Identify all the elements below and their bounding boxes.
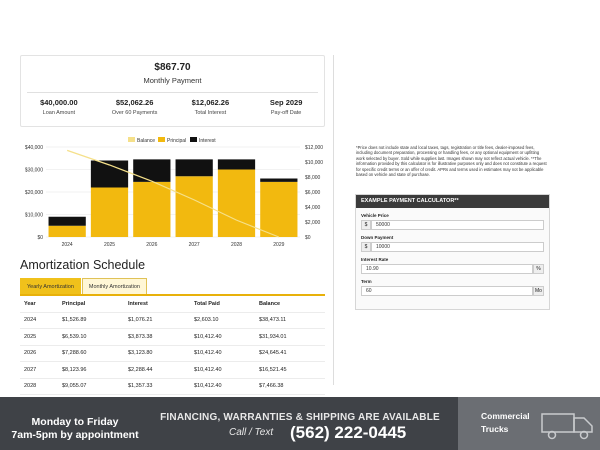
term-field bbox=[361, 279, 544, 296]
stat-loan-amount bbox=[21, 98, 97, 116]
term-input[interactable]: 60 bbox=[361, 286, 533, 296]
cell-year: 2026 bbox=[24, 350, 37, 357]
stat-value: Sep 2029 bbox=[269, 98, 303, 107]
months-suffix: Mo bbox=[533, 286, 544, 296]
cell-interest: $1,357.33 bbox=[128, 383, 153, 390]
category-label: 2026 bbox=[146, 242, 158, 248]
business-hours bbox=[10, 416, 140, 442]
principal-bar bbox=[260, 182, 297, 237]
principal-bar bbox=[218, 170, 255, 238]
cell-year: 2024 bbox=[24, 317, 37, 324]
down-payment-input[interactable]: 10000 bbox=[371, 242, 544, 252]
category-label: 2027 bbox=[188, 242, 200, 248]
table-row bbox=[20, 329, 325, 346]
tab-yearly-amortization[interactable]: Yearly Amortization bbox=[20, 278, 81, 294]
header-balance: Balance bbox=[259, 300, 281, 307]
legend-swatch bbox=[128, 137, 135, 142]
right-tick-label: $2,000 bbox=[305, 220, 321, 226]
principal-bar bbox=[133, 182, 170, 237]
cell-interest: $3,873.38 bbox=[128, 333, 153, 340]
column-divider bbox=[333, 55, 334, 385]
left-tick-label: $0 bbox=[37, 235, 43, 241]
field-label: Vehicle Price bbox=[361, 213, 389, 218]
field-label: Down Payment bbox=[361, 235, 394, 240]
table-header-row bbox=[20, 296, 325, 313]
stat-value: $12,062.26 bbox=[191, 98, 230, 107]
cell-total-paid: $2,603.10 bbox=[194, 317, 219, 324]
footer-banner bbox=[0, 397, 600, 450]
tab-monthly-amortization[interactable]: Monthly Amortization bbox=[82, 278, 147, 294]
amortization-table bbox=[20, 296, 325, 412]
interest-bar bbox=[260, 179, 297, 182]
legend-swatch bbox=[158, 137, 165, 142]
call-text-label: Call / Text bbox=[229, 427, 274, 438]
cell-year: 2025 bbox=[24, 333, 37, 340]
table-row bbox=[20, 313, 325, 330]
amortization-chart bbox=[18, 135, 328, 253]
cell-balance: $31,934.01 bbox=[259, 333, 287, 340]
field-label: Term bbox=[361, 279, 372, 284]
category-label: 2024 bbox=[61, 242, 73, 248]
cell-interest: $3,123.80 bbox=[128, 350, 153, 357]
left-tick-label: $40,000 bbox=[24, 145, 43, 151]
percent-suffix: % bbox=[533, 264, 544, 274]
table-row bbox=[20, 362, 325, 379]
monthly-payment-value: $867.70 bbox=[154, 62, 191, 73]
cell-total-paid: $10,412.40 bbox=[194, 350, 222, 357]
field-label: Interest Rate bbox=[361, 257, 389, 262]
cell-principal: $9,055.07 bbox=[62, 383, 87, 390]
category-label: 2028 bbox=[230, 242, 243, 248]
logo-text-1: Commercial bbox=[481, 411, 530, 421]
amortization-title: Amortization Schedule bbox=[20, 258, 146, 272]
category-label: 2025 bbox=[103, 242, 116, 248]
right-tick-label: $0 bbox=[305, 235, 311, 241]
vehicle-price-field bbox=[361, 213, 544, 230]
cell-principal: $7,288.60 bbox=[62, 350, 87, 357]
stat-total-interest bbox=[173, 98, 249, 116]
category-label: 2029 bbox=[273, 242, 285, 248]
header-interest: Interest bbox=[128, 300, 148, 307]
cell-interest: $1,076.21 bbox=[128, 317, 153, 324]
principal-bar bbox=[91, 188, 128, 238]
legend-label: Balance bbox=[137, 138, 156, 144]
calculator-title: EXAMPLE PAYMENT CALCULATOR** bbox=[356, 195, 549, 208]
stat-label: Loan Amount bbox=[42, 110, 76, 116]
header-total-paid: Total Paid bbox=[194, 300, 220, 307]
header-year: Year bbox=[24, 300, 36, 307]
legend-label: Principal bbox=[167, 138, 187, 144]
stat-label: Total Interest bbox=[194, 110, 227, 116]
payment-summary-card bbox=[20, 55, 325, 127]
dollar-prefix: $ bbox=[361, 242, 371, 252]
commercial-trucks-logo[interactable] bbox=[458, 397, 600, 450]
right-tick-label: $4,000 bbox=[305, 205, 321, 211]
right-tick-label: $6,000 bbox=[305, 190, 321, 196]
disclaimer-text: *Price does not include state and local taxes, tags, registration or title fees, dealer-imposed fees, including document preparation, processing or handling fees, or any optional equipment or upfitting work selected by buyer. Sold while supplies last. Images shown may not reflect actual vehicle. **The information provided by this calculator is for illustrative purposes only and does not constitute a request for specific credit terms or an offer of credit. APRs and terms used in estimates may not be applicable based on vehicle and state of purchase. bbox=[356, 145, 547, 178]
amortization-tabs bbox=[20, 278, 325, 296]
stat-payoff-date bbox=[248, 98, 324, 116]
monthly-payment-label: Monthly Payment bbox=[143, 76, 202, 85]
interest-bar bbox=[49, 217, 86, 226]
cell-total-paid: $10,412.40 bbox=[194, 366, 222, 373]
cell-balance: $38,473.11 bbox=[259, 317, 287, 324]
cell-balance: $7,466.38 bbox=[259, 383, 284, 390]
interest-rate-input[interactable]: 10.90 bbox=[361, 264, 533, 274]
right-tick-label: $12,000 bbox=[305, 145, 324, 151]
interest-rate-field bbox=[361, 257, 544, 274]
footer-headline: FINANCING, WARRANTIES & SHIPPING ARE AVAILABLE bbox=[160, 412, 440, 423]
dollar-prefix: $ bbox=[361, 220, 371, 230]
chart-svg bbox=[18, 135, 328, 253]
cell-total-paid: $10,412.40 bbox=[194, 333, 222, 340]
table-row bbox=[20, 346, 325, 363]
cell-year: 2027 bbox=[24, 366, 37, 373]
payment-calculator bbox=[355, 194, 550, 310]
left-tick-label: $20,000 bbox=[24, 190, 43, 196]
cell-total-paid: $10,412.40 bbox=[194, 383, 222, 390]
hours-line-1: Monday to Friday bbox=[31, 416, 119, 428]
left-tick-label: $30,000 bbox=[24, 167, 43, 174]
stat-label: Over 60 Payments bbox=[111, 110, 158, 116]
right-tick-label: $10,000 bbox=[305, 160, 324, 166]
interest-bar bbox=[218, 159, 255, 169]
logo-text-2: Trucks bbox=[481, 424, 509, 434]
cell-interest: $2,288.44 bbox=[128, 366, 153, 373]
cell-principal: $8,123.96 bbox=[62, 366, 87, 373]
legend-label: Interest bbox=[199, 138, 216, 144]
cell-principal: $1,526.89 bbox=[62, 317, 87, 324]
interest-bar bbox=[133, 159, 170, 182]
stat-value: $52,062.26 bbox=[115, 98, 154, 107]
cell-principal: $6,539.10 bbox=[62, 333, 87, 340]
down-payment-field bbox=[361, 235, 544, 252]
legend-swatch bbox=[190, 137, 197, 142]
stat-label: Pay-off Date bbox=[270, 110, 302, 116]
table-row bbox=[20, 379, 325, 396]
cell-balance: $24,645.41 bbox=[259, 350, 287, 357]
principal-bar bbox=[49, 226, 86, 237]
right-tick-label: $8,000 bbox=[305, 175, 321, 181]
hours-line-2: 7am-5pm by appointment bbox=[11, 429, 139, 441]
interest-bar bbox=[176, 159, 213, 176]
stat-total-payments bbox=[97, 98, 173, 116]
stat-value: $40,000.00 bbox=[40, 98, 78, 107]
summary-stats bbox=[21, 98, 324, 116]
cell-balance: $16,521.45 bbox=[259, 366, 287, 373]
vehicle-price-input[interactable]: 50000 bbox=[371, 220, 544, 230]
header-principal: Principal bbox=[62, 300, 86, 307]
truck-icon bbox=[538, 404, 598, 444]
cell-year: 2028 bbox=[24, 383, 37, 390]
phone-number-link[interactable]: (562) 222-0445 bbox=[290, 423, 407, 442]
summary-divider bbox=[27, 92, 318, 93]
left-tick-label: $10,000 bbox=[24, 212, 43, 219]
